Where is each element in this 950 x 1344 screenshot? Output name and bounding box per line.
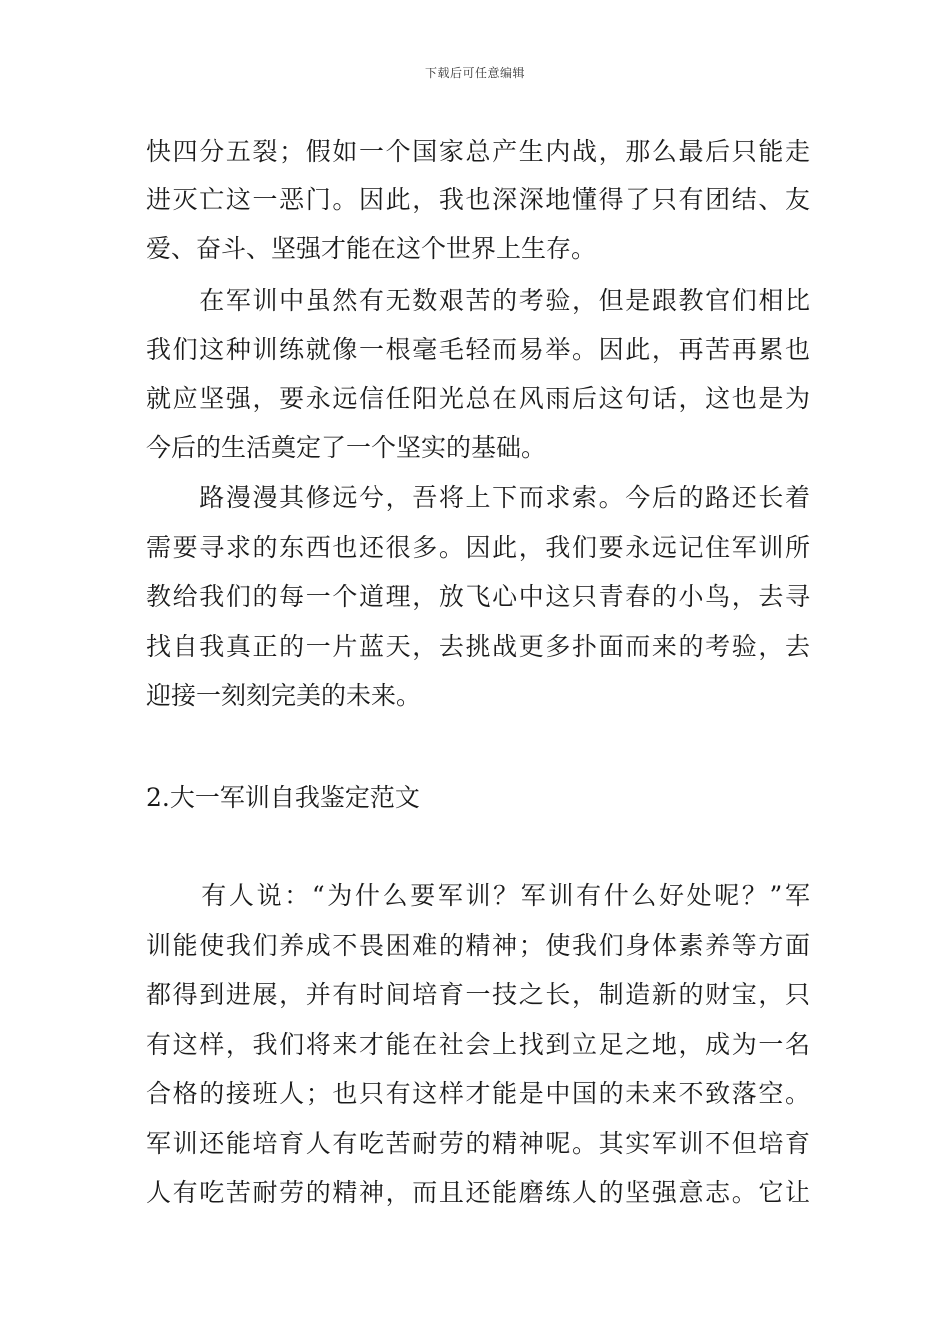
body-line: 进灭亡这一恶门。因此，我也深深地懂得了只有团结、友 (146, 185, 810, 214)
body-line: 合格的接班人；也只有这样才能是中国的未来不致落空。 (146, 1079, 810, 1108)
body-line: 在军训中虽然有无数艰苦的考验，但是跟教官们相比 (146, 286, 810, 315)
page-header-note: 下载后可任意编辑 (424, 66, 525, 80)
body-line: 就应坚强，要永远信任阳光总在风雨后这句话，这也是为 (146, 384, 810, 413)
section-heading: 2.大一军训自我鉴定范文 (146, 783, 420, 812)
body-line: 教给我们的每一个道理，放飞心中这只青春的小鸟，去寻 (146, 582, 810, 611)
body-line: 需要寻求的东西也还很多。因此，我们要永远记住军训所 (146, 533, 810, 562)
body-line: 有这样，我们将来才能在社会上找到立足之地，成为一名 (146, 1030, 810, 1059)
body-line: 路漫漫其修远兮，吾将上下而求索。今后的路还长着 (146, 483, 810, 512)
body-line: 找自我真正的一片蓝天，去挑战更多扑面而来的考验，去 (146, 632, 810, 661)
body-line: 快四分五裂；假如一个国家总产生内战，那么最后只能走 (146, 137, 810, 166)
body-line: 训能使我们养成不畏困难的精神；使我们身体素养等方面 (146, 931, 810, 960)
body-line: 军训还能培育人有吃苦耐劳的精神呢。其实军训不但培育 (146, 1129, 810, 1158)
body-line: 我们这种训练就像一根毫毛轻而易举。因此，再苦再累也 (146, 335, 810, 364)
body-line: 今后的生活奠定了一个坚实的基础。 (146, 433, 547, 462)
body-line: 都得到进展，并有时间培育一技之长，制造新的财宝，只 (146, 980, 810, 1009)
body-line: 人有吃苦耐劳的精神，而且还能磨练人的坚强意志。它让 (146, 1178, 810, 1207)
body-line: 有人说：“为什么要军训？军训有什么好处呢？”军 (146, 881, 810, 910)
body-line: 迎接一刻刻完美的未来。 (146, 681, 422, 710)
body-line: 爱、奋斗、坚强才能在这个世界上生存。 (146, 234, 597, 263)
